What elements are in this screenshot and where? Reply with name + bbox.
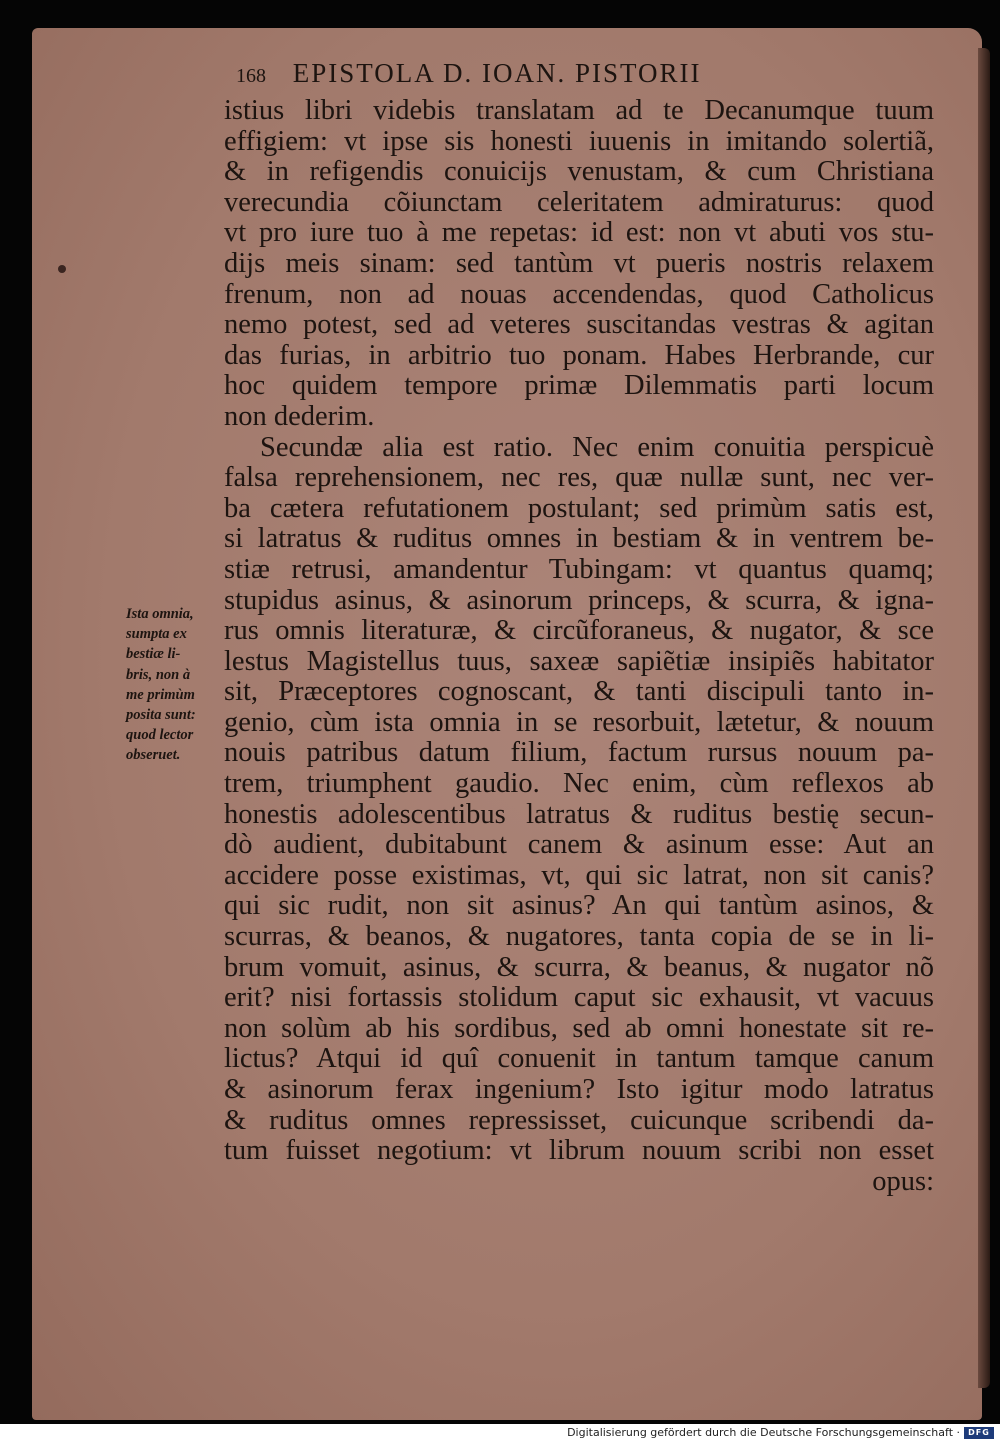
margin-note-line: Ista omnia,	[126, 606, 194, 622]
dfg-logo: DFG	[964, 1427, 994, 1439]
text-line: dijs meis sinam: sed tantùm vt pueris nostris relaxem	[224, 248, 934, 279]
paragraph-start-line: Secundæ alia est ratio. Nec enim conuitia perspicuè	[260, 432, 934, 463]
text-line: accidere posse existimas, vt, qui sic latrat, non sit canis?	[224, 860, 934, 891]
text-line: & in refigendis conuicijs venustam, & cum Christiana	[224, 157, 934, 188]
running-header	[236, 58, 876, 89]
page-edge	[978, 48, 990, 1388]
text-line: & ruditus omnes repressisset, cuicunque scribendi da-	[224, 1105, 934, 1136]
text-line: si latratus & ruditus omnes in bestiam & in ventrem be-	[224, 524, 934, 555]
text-line: tum fuisset negotium: vt librum nouum scribi non esset	[224, 1136, 934, 1167]
text-line: brum vomuit, asinus, & scurra, & beanus, & nugator nõ	[224, 952, 934, 983]
text-line: stiæ retrusi, amandentur Tubingam: vt quantus quamq;	[224, 554, 934, 585]
margin-note-line: quod lector	[126, 727, 194, 744]
text-line: istius libri videbis translatam ad te Decanumque tuum	[224, 96, 934, 126]
text-line: vt pro iure tuo à me repetas: id est: non vt abuti vos stu-	[224, 218, 934, 249]
margin-note-line: obseruet.	[126, 747, 181, 764]
text-line: hoc quidem tempore primæ Dilemmatis parti locum	[224, 371, 934, 402]
text-line: sit, Præceptores cognoscant, & tanti discipuli tanto in-	[224, 677, 934, 708]
catchword: opus:	[872, 1166, 934, 1197]
text-line: rus omnis literaturæ, & circũforaneus, & nugator, & sce	[224, 616, 934, 647]
text-line: non dederim.	[224, 401, 375, 432]
text-line: honestis adolescentibus latratus & ruditus bestię secun-	[224, 799, 934, 830]
text-line: genio, cùm ista omnia in se resorbuit, lætetur, & nouum	[224, 707, 934, 738]
margin-note-line: sumpta ex	[126, 626, 187, 643]
margin-note-line: posita sunt:	[126, 707, 196, 724]
text-line: effigiem: vt ipse sis honesti iuuenis in imitando solertiã,	[224, 126, 934, 157]
text-line: lictus? Atqui id quî conuenit in tantum tamque canum	[224, 1044, 934, 1075]
text-line: trem, triumphent gaudio. Nec enim, cùm reflexos ab	[224, 769, 934, 800]
footer-bar	[0, 1424, 1000, 1442]
text-line: dò audient, dubitabunt canem & asinum esse: Aut an	[224, 830, 934, 861]
ink-speck	[58, 265, 66, 273]
body-text	[224, 96, 934, 1197]
text-line: non solùm ab his sordibus, sed ab omni honestate sit re-	[224, 1013, 934, 1044]
text-line: erit? nisi fortassis stolidum caput sic exhausit, vt vacuus	[224, 983, 934, 1014]
text-line: das furias, in arbitrio tuo ponam. Habes Herbrande, cur	[224, 340, 934, 371]
text-line: qui sic rudit, non sit asinus? An qui tantùm asinos, &	[224, 891, 934, 922]
text-line: falsa reprehensionem, nec res, quæ nullæ sunt, nec ver-	[224, 463, 934, 494]
text-line: stupidus asinus, & asinorum princeps, & scurra, & igna-	[224, 585, 934, 616]
text-line: ba cætera refutationem postulant; sed primùm satis est,	[224, 493, 934, 524]
text-line: & asinorum ferax ingenium? Isto igitur modo latratus	[224, 1075, 934, 1105]
text-line: nemo potest, sed ad veteres suscitandas vestras & agitan	[224, 310, 934, 341]
funding-credit: Digitalisierung gefördert durch die Deutsche Forschungsgemeinschaft ·	[567, 1426, 960, 1439]
margin-note	[126, 604, 236, 766]
page-number: 168	[236, 65, 266, 87]
running-title: EPISTOLA D. IOAN. PISTORII	[292, 58, 702, 88]
text-line: frenum, non ad nouas accendendas, quod Catholicus	[224, 279, 934, 310]
text-line: scurras, & beanos, & nugatores, tanta copia de se in li-	[224, 922, 934, 953]
margin-note-line: bestiæ li-	[126, 646, 181, 663]
margin-note-line: bris, non à	[126, 666, 191, 683]
margin-note-line: me primùm	[126, 686, 195, 703]
text-line: nouis patribus datum filium, factum rursus nouum pa-	[224, 738, 934, 769]
text-line: verecundia cõiunctam celeritatem admiraturus: quod	[224, 187, 934, 218]
text-line: lestus Magistellus tuus, saxeæ sapiẽtiæ insipiẽs habitator	[224, 646, 934, 677]
